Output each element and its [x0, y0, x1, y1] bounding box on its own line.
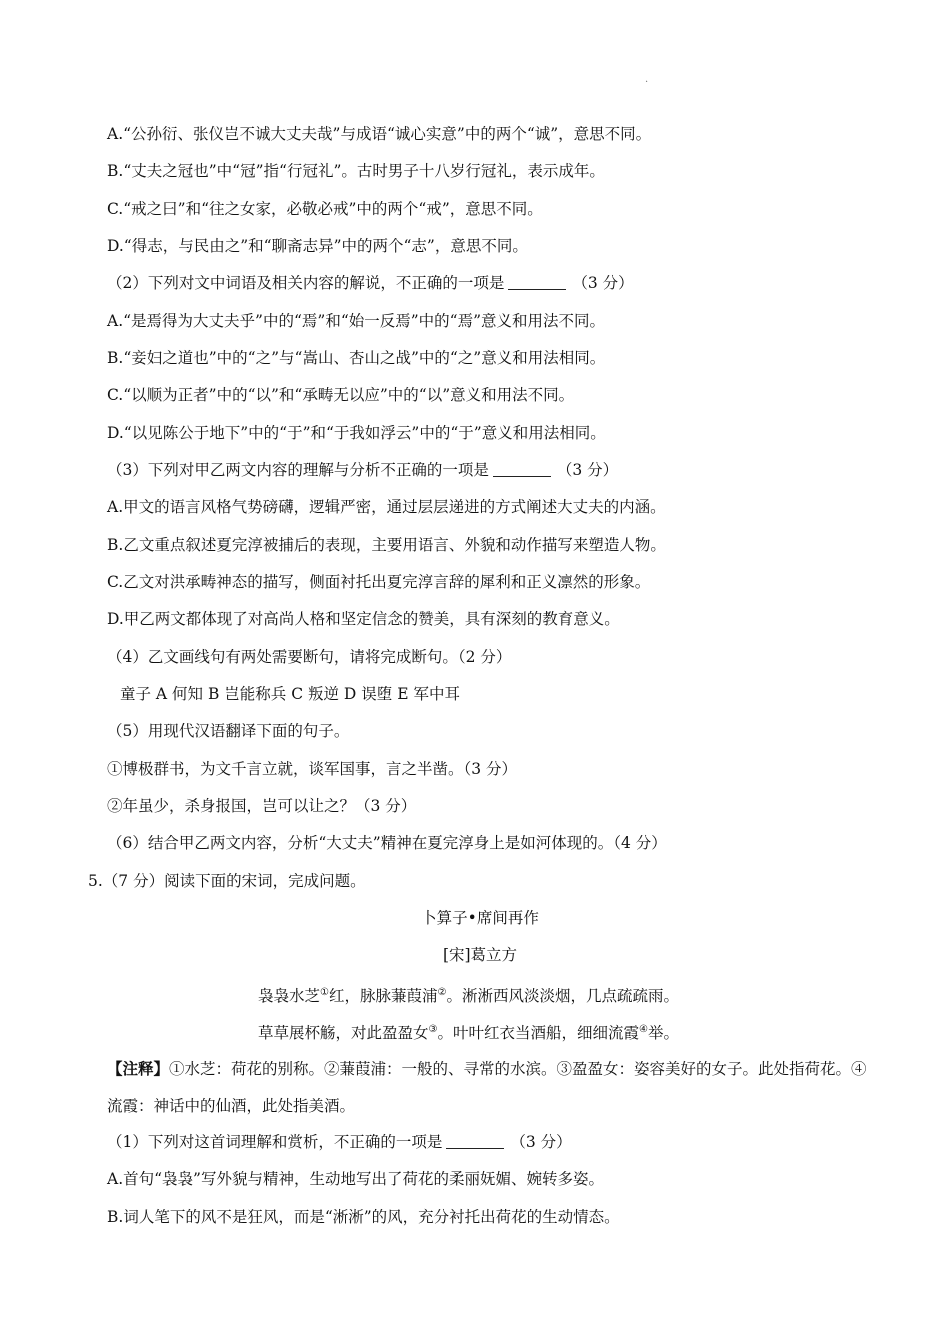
note-marker: ④ — [639, 1024, 648, 1035]
q2-option-c: C.“以顺为正者”中的“以”和“承畴无以应”中的“以”意义和用法不同。 — [107, 386, 575, 404]
q3-option-a: A.甲文的语言风格气势磅礴，逻辑严密，通过层层递进的方式阐述大丈夫的内涵。 — [107, 498, 666, 516]
poem-q1-stem-text: （1）下列对这首词理解和赏析，不正确的一项是 — [107, 1133, 443, 1151]
note-marker: ③ — [428, 1024, 438, 1035]
poem-q1-stem — [107, 1131, 572, 1153]
annotation-label: 【注释】 — [107, 1059, 170, 1078]
q3-option-d: D.甲乙两文都体现了对高尚人格和坚定信念的赞美，具有深刻的教育意义。 — [107, 610, 620, 628]
q2-option-b: B.“妾妇之道也”中的“之”与“嵩山、杏山之战”中的“之”意义和用法相同。 — [107, 349, 606, 367]
section-5-heading: 5.（7 分）阅读下面的宋词，完成问题。 — [88, 872, 366, 890]
q1-option-b: B.“丈夫之冠也”中“冠”指“行冠礼”。古时男子十八岁行冠礼，表示成年。 — [107, 162, 605, 180]
poem-line-2 — [258, 1019, 679, 1044]
q3-option-c: C.乙文对洪承畴神态的描写，侧面衬托出夏完淳言辞的犀利和正义凛然的形象。 — [107, 573, 651, 591]
q1-option-d: D.“得志，与民由之”和“聊斋志异”中的两个“志”，意思不同。 — [107, 237, 528, 255]
q4-stem: （4）乙文画线句有两处需要断句，请将完成断句。（2 分） — [107, 648, 512, 666]
q6-stem: （6）结合甲乙两文内容，分析“大丈夫”精神在夏完淳身上是如河体现的。（4 分） — [107, 834, 667, 852]
poem-q1-option-a: A.首句“袅袅”写外貌与精神，生动地写出了荷花的柔丽妩媚、婉转多姿。 — [107, 1170, 604, 1188]
q2-option-d: D.“以见陈公于地下”中的“于”和“于我如浮云”中的“于”意义和用法相同。 — [107, 424, 606, 442]
poem-title: 卜算子•席间再作 — [421, 909, 539, 927]
answer-blank[interactable] — [508, 274, 566, 290]
poem-text: 。淅淅西风淡淡烟，几点疏疏雨。 — [446, 987, 679, 1005]
poem-q1-option-b: B.词人笔下的风不是狂风，而是“淅淅”的风，充分衬托出荷花的生动情态。 — [107, 1208, 620, 1226]
q3-stem — [107, 459, 618, 481]
q2-stem — [107, 272, 634, 294]
q3-option-b: B.乙文重点叙述夏完淳被捕后的表现，主要用语言、外貌和动作描写来塑造人物。 — [107, 536, 666, 554]
q2-score: （3 分） — [572, 274, 634, 292]
poem-text: 红，脉脉蒹葭浦 — [328, 987, 438, 1005]
poem-text: 举。 — [647, 1024, 679, 1042]
note-marker: ② — [437, 987, 447, 998]
q5-stem: （5）用现代汉语翻译下面的句子。 — [107, 722, 350, 740]
poem-text: 草草展杯觞，对此盈盈女 — [258, 1024, 429, 1042]
q4-text: 童子 A 何知 B 岂能称兵 C 叛逆 D 误堕 E 军中耳 — [120, 685, 460, 703]
q5-sentence-1: ①博极群书，为文千言立就，谈军国事，言之半凿。（3 分） — [107, 760, 518, 778]
q1-option-a: A.“公孙衍、张仪岂不诚大丈夫哉”与成语“诚心实意”中的两个“诚”，意思不同。 — [107, 125, 652, 143]
poem-text: 袅袅水芝 — [258, 987, 321, 1005]
annotation — [107, 1050, 867, 1125]
q3-stem-text: （3）下列对甲乙两文内容的理解与分析不正确的一项是 — [107, 461, 489, 479]
answer-blank[interactable] — [493, 461, 551, 477]
q3-score: （3 分） — [556, 461, 619, 479]
note-marker: ① — [320, 987, 329, 998]
poem-line-1 — [258, 982, 679, 1007]
poem-q1-score: （3 分） — [510, 1133, 572, 1151]
answer-blank[interactable] — [446, 1133, 504, 1149]
annotation-text: ①水芝：荷花的别称。②蒹葭浦：一般的、寻常的水滨。③盈盈女：姿容美好的女子。此处指荷花。④流霞：神话中的仙酒，此处指美酒。 — [107, 1060, 867, 1115]
q2-stem-text: （2）下列对文中词语及相关内容的解说，不正确的一项是 — [107, 274, 505, 292]
poem-author: [宋]葛立方 — [442, 946, 518, 964]
q1-option-c: C.“戒之曰”和“往之女家，必敬必戒”中的两个“戒”，意思不同。 — [107, 200, 543, 218]
q2-option-a: A.“是焉得为大丈夫乎”中的“焉”和“始一反焉”中的“焉”意义和用法不同。 — [107, 312, 606, 330]
q5-sentence-2: ②年虽少，杀身报国，岂可以让之？（3 分） — [107, 797, 417, 815]
page-mark: . — [645, 74, 649, 85]
poem-text: 。叶叶红衣当酒船，细细流霞 — [437, 1024, 639, 1042]
